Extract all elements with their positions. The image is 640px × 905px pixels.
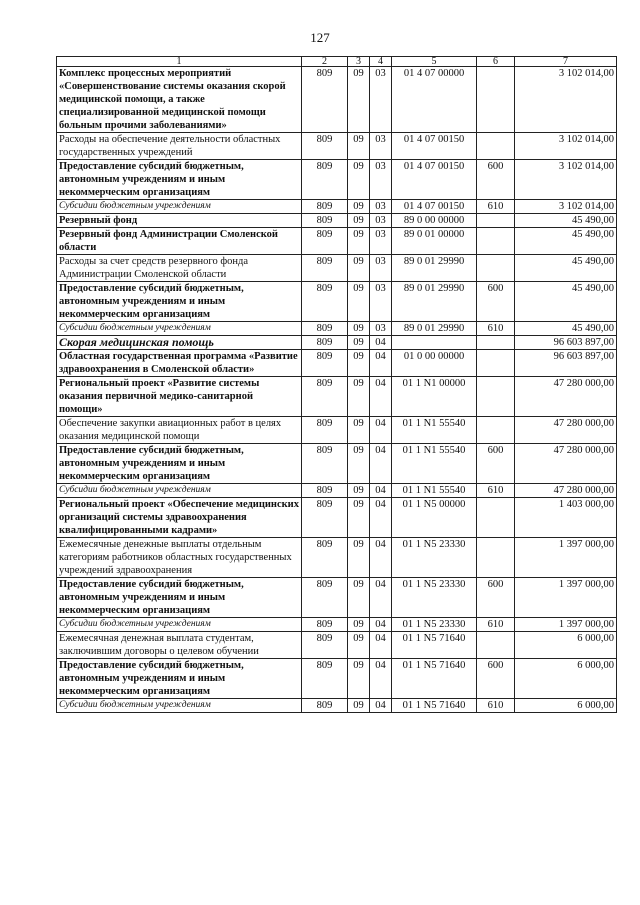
cell-target-article: 01 4 07 00150	[392, 160, 477, 200]
table-row	[57, 67, 617, 133]
cell-target-article: 01 1 N1 55540	[392, 417, 477, 444]
cell-subsection: 03	[370, 282, 392, 322]
cell-subsection: 03	[370, 200, 392, 214]
cell-target-article: 01 1 N5 71640	[392, 699, 477, 713]
cell-subsection: 03	[370, 228, 392, 255]
cell-amount: 47 280 000,00	[515, 417, 617, 444]
cell-subsection: 04	[370, 498, 392, 538]
cell-target-article: 89 0 01 29990	[392, 282, 477, 322]
row-name: Резервный фонд	[57, 214, 302, 228]
cell-amount: 45 490,00	[515, 282, 617, 322]
cell-amount: 6 000,00	[515, 659, 617, 699]
column-header: 6	[477, 57, 515, 67]
cell-subsection: 04	[370, 632, 392, 659]
cell-ministry-code: 809	[302, 484, 348, 498]
table-row	[57, 200, 617, 214]
row-name: Региональный проект «Обеспечение медицинских организаций системы здравоохранения квалифицированными кадрами»	[57, 498, 302, 538]
cell-subsection: 04	[370, 699, 392, 713]
cell-target-article: 01 0 00 00000	[392, 350, 477, 377]
table-row	[57, 699, 617, 713]
cell-section: 09	[348, 160, 370, 200]
cell-section: 09	[348, 133, 370, 160]
column-header: 3	[348, 57, 370, 67]
cell-expense-type: 600	[477, 444, 515, 484]
table-row	[57, 417, 617, 444]
table-body	[57, 67, 617, 713]
cell-target-article: 01 1 N5 71640	[392, 659, 477, 699]
cell-subsection: 04	[370, 417, 392, 444]
cell-amount: 96 603 897,00	[515, 350, 617, 377]
column-header: 4	[370, 57, 392, 67]
table-row	[57, 377, 617, 417]
cell-section: 09	[348, 200, 370, 214]
cell-expense-type: 600	[477, 659, 515, 699]
cell-ministry-code: 809	[302, 214, 348, 228]
cell-expense-type: 610	[477, 200, 515, 214]
table-row	[57, 632, 617, 659]
cell-expense-type: 610	[477, 484, 515, 498]
row-name: Субсидии бюджетным учреждениям	[57, 484, 302, 498]
cell-section: 09	[348, 444, 370, 484]
cell-amount: 47 280 000,00	[515, 484, 617, 498]
cell-target-article: 01 1 N5 23330	[392, 538, 477, 578]
cell-section: 09	[348, 377, 370, 417]
row-name: Субсидии бюджетным учреждениям	[57, 322, 302, 336]
table-row	[57, 484, 617, 498]
cell-expense-type	[477, 336, 515, 350]
cell-amount: 1 403 000,00	[515, 498, 617, 538]
cell-target-article: 01 4 07 00000	[392, 67, 477, 133]
cell-ministry-code: 809	[302, 255, 348, 282]
row-name: Предоставление субсидий бюджетным, автономным учреждениям и иным некоммерческим организациям	[57, 578, 302, 618]
cell-subsection: 04	[370, 336, 392, 350]
cell-ministry-code: 809	[302, 417, 348, 444]
cell-expense-type	[477, 67, 515, 133]
cell-ministry-code: 809	[302, 377, 348, 417]
budget-table	[56, 56, 617, 713]
cell-ministry-code: 809	[302, 632, 348, 659]
cell-amount: 47 280 000,00	[515, 444, 617, 484]
row-name: Предоставление субсидий бюджетным, автономным учреждениям и иным некоммерческим организациям	[57, 444, 302, 484]
cell-expense-type: 610	[477, 699, 515, 713]
cell-section: 09	[348, 417, 370, 444]
cell-target-article: 01 1 N5 23330	[392, 578, 477, 618]
cell-target-article: 01 1 N5 23330	[392, 618, 477, 632]
cell-section: 09	[348, 632, 370, 659]
cell-subsection: 04	[370, 377, 392, 417]
cell-section: 09	[348, 67, 370, 133]
cell-section: 09	[348, 228, 370, 255]
cell-subsection: 04	[370, 659, 392, 699]
cell-expense-type	[477, 377, 515, 417]
row-name: Субсидии бюджетным учреждениям	[57, 699, 302, 713]
row-name: Ежемесячные денежные выплаты отдельным категориям работников областных государственных учреждений здравоохранения	[57, 538, 302, 578]
cell-amount: 1 397 000,00	[515, 618, 617, 632]
cell-ministry-code: 809	[302, 133, 348, 160]
cell-subsection: 03	[370, 133, 392, 160]
cell-section: 09	[348, 214, 370, 228]
cell-target-article: 89 0 01 29990	[392, 322, 477, 336]
table-row	[57, 659, 617, 699]
cell-expense-type	[477, 417, 515, 444]
cell-expense-type	[477, 214, 515, 228]
cell-target-article: 01 1 N5 00000	[392, 498, 477, 538]
column-header: 1	[57, 57, 302, 67]
cell-section: 09	[348, 498, 370, 538]
cell-expense-type: 600	[477, 578, 515, 618]
cell-subsection: 04	[370, 350, 392, 377]
cell-ministry-code: 809	[302, 228, 348, 255]
cell-expense-type	[477, 255, 515, 282]
cell-target-article: 01 1 N5 71640	[392, 632, 477, 659]
cell-section: 09	[348, 618, 370, 632]
cell-target-article: 89 0 01 29990	[392, 255, 477, 282]
table-row	[57, 282, 617, 322]
cell-target-article: 89 0 00 00000	[392, 214, 477, 228]
cell-amount: 45 490,00	[515, 322, 617, 336]
cell-ministry-code: 809	[302, 67, 348, 133]
cell-expense-type	[477, 538, 515, 578]
table-row	[57, 444, 617, 484]
row-name: Предоставление субсидий бюджетным, автономным учреждениям и иным некоммерческим организациям	[57, 659, 302, 699]
row-name: Расходы на обеспечение деятельности областных государственных учреждений	[57, 133, 302, 160]
cell-expense-type	[477, 350, 515, 377]
cell-section: 09	[348, 538, 370, 578]
row-name: Предоставление субсидий бюджетным, автономным учреждениям и иным некоммерческим организациям	[57, 282, 302, 322]
cell-subsection: 03	[370, 322, 392, 336]
cell-target-article: 01 1 N1 00000	[392, 377, 477, 417]
row-name: Областная государственная программа «Развитие здравоохранения в Смоленской области»	[57, 350, 302, 377]
table-row	[57, 336, 617, 350]
cell-section: 09	[348, 350, 370, 377]
page-number: 127	[310, 30, 330, 45]
cell-subsection: 03	[370, 214, 392, 228]
cell-ministry-code: 809	[302, 350, 348, 377]
cell-section: 09	[348, 578, 370, 618]
cell-expense-type: 600	[477, 160, 515, 200]
cell-ministry-code: 809	[302, 699, 348, 713]
cell-target-article: 01 4 07 00150	[392, 200, 477, 214]
table-row	[57, 350, 617, 377]
cell-subsection: 04	[370, 538, 392, 578]
table-row	[57, 133, 617, 160]
cell-expense-type: 610	[477, 618, 515, 632]
cell-ministry-code: 809	[302, 538, 348, 578]
cell-subsection: 04	[370, 578, 392, 618]
row-name: Скорая медицинская помощь	[57, 336, 302, 350]
cell-ministry-code: 809	[302, 498, 348, 538]
cell-ministry-code: 809	[302, 200, 348, 214]
table-row	[57, 578, 617, 618]
row-name: Региональный проект «Развитие системы оказания первичной медико-санитарной помощи»	[57, 377, 302, 417]
cell-amount: 6 000,00	[515, 699, 617, 713]
cell-target-article: 01 1 N1 55540	[392, 484, 477, 498]
cell-target-article: 89 0 01 00000	[392, 228, 477, 255]
column-header: 2	[302, 57, 348, 67]
table-row	[57, 322, 617, 336]
cell-subsection: 03	[370, 160, 392, 200]
cell-amount: 6 000,00	[515, 632, 617, 659]
cell-expense-type	[477, 228, 515, 255]
cell-section: 09	[348, 336, 370, 350]
cell-amount: 3 102 014,00	[515, 67, 617, 133]
row-name: Комплекс процессных мероприятий «Совершенствование системы оказания скорой медицинской помощи, а также специализированной медицинской помощи больным прочими заболеваниями»	[57, 67, 302, 133]
cell-amount: 1 397 000,00	[515, 578, 617, 618]
cell-section: 09	[348, 255, 370, 282]
row-name: Обеспечение закупки авиационных работ в целях оказания медицинской помощи	[57, 417, 302, 444]
cell-section: 09	[348, 659, 370, 699]
table-row	[57, 538, 617, 578]
cell-amount: 96 603 897,00	[515, 336, 617, 350]
cell-ministry-code: 809	[302, 282, 348, 322]
table-row	[57, 214, 617, 228]
cell-subsection: 04	[370, 618, 392, 632]
cell-section: 09	[348, 322, 370, 336]
row-name: Субсидии бюджетным учреждениям	[57, 618, 302, 632]
cell-ministry-code: 809	[302, 336, 348, 350]
cell-ministry-code: 809	[302, 444, 348, 484]
row-name: Ежемесячная денежная выплата студентам, заключившим договоры о целевом обучении	[57, 632, 302, 659]
cell-subsection: 04	[370, 444, 392, 484]
cell-section: 09	[348, 699, 370, 713]
table-row	[57, 228, 617, 255]
cell-ministry-code: 809	[302, 659, 348, 699]
cell-subsection: 04	[370, 484, 392, 498]
cell-target-article: 01 4 07 00150	[392, 133, 477, 160]
row-name: Субсидии бюджетным учреждениям	[57, 200, 302, 214]
cell-amount: 1 397 000,00	[515, 538, 617, 578]
cell-amount: 3 102 014,00	[515, 200, 617, 214]
table-header-row	[57, 57, 617, 67]
cell-expense-type	[477, 632, 515, 659]
cell-expense-type: 600	[477, 282, 515, 322]
cell-subsection: 03	[370, 255, 392, 282]
row-name: Резервный фонд Администрации Смоленской области	[57, 228, 302, 255]
cell-amount: 47 280 000,00	[515, 377, 617, 417]
cell-subsection: 03	[370, 67, 392, 133]
cell-amount: 45 490,00	[515, 214, 617, 228]
cell-ministry-code: 809	[302, 160, 348, 200]
cell-section: 09	[348, 484, 370, 498]
cell-expense-type	[477, 133, 515, 160]
cell-amount: 3 102 014,00	[515, 133, 617, 160]
cell-amount: 3 102 014,00	[515, 160, 617, 200]
cell-amount: 45 490,00	[515, 228, 617, 255]
cell-expense-type	[477, 498, 515, 538]
cell-expense-type: 610	[477, 322, 515, 336]
cell-target-article	[392, 336, 477, 350]
table-row	[57, 255, 617, 282]
cell-target-article: 01 1 N1 55540	[392, 444, 477, 484]
cell-amount: 45 490,00	[515, 255, 617, 282]
cell-section: 09	[348, 282, 370, 322]
row-name: Предоставление субсидий бюджетным, автономным учреждениям и иным некоммерческим организациям	[57, 160, 302, 200]
cell-ministry-code: 809	[302, 578, 348, 618]
column-header: 5	[392, 57, 477, 67]
table-row	[57, 160, 617, 200]
column-header: 7	[515, 57, 617, 67]
cell-ministry-code: 809	[302, 618, 348, 632]
table-row	[57, 498, 617, 538]
table-row	[57, 618, 617, 632]
row-name: Расходы за счет средств резервного фонда Администрации Смоленской области	[57, 255, 302, 282]
cell-ministry-code: 809	[302, 322, 348, 336]
